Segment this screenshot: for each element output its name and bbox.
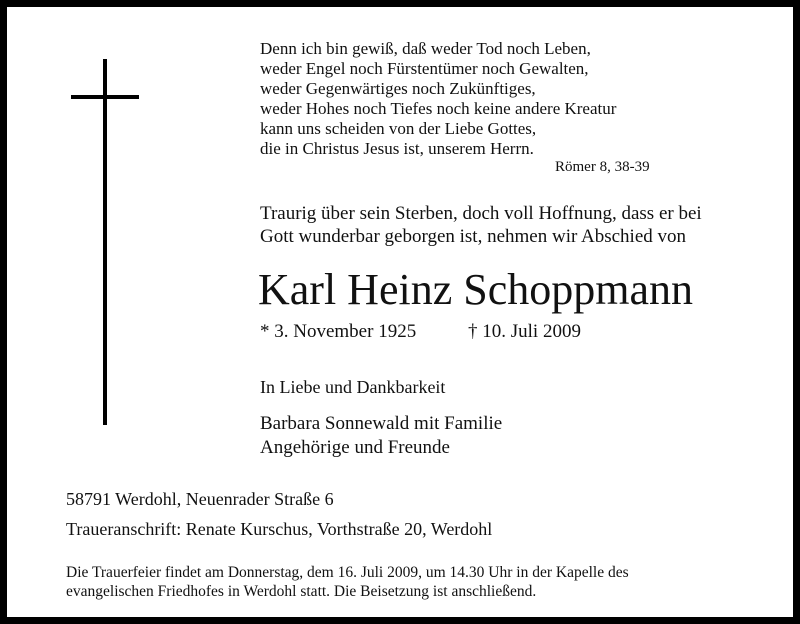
- gratitude-line: In Liebe und Dankbarkeit: [260, 377, 446, 397]
- verse-line: weder Gegenwärtiges noch Zukünftiges,: [260, 79, 536, 98]
- bible-verse: [260, 39, 616, 159]
- funeral-line: Die Trauerfeier findet am Donnerstag, dem 16. Juli 2009, um 14.30 Uhr in der Kapelle des: [66, 564, 629, 581]
- cross-vertical-beam: [103, 59, 107, 425]
- mourners-list: [260, 412, 502, 460]
- verse-line: weder Engel noch Fürstentümer noch Gewalten,: [260, 59, 589, 78]
- verse-line: kann uns scheiden von der Liebe Gottes,: [260, 119, 537, 138]
- verse-reference: Römer 8, 38-39: [555, 159, 650, 175]
- intro-text: [260, 202, 702, 248]
- intro-line: Gott wunderbar geborgen ist, nehmen wir Abschied von: [260, 226, 687, 247]
- family-address: 58791 Werdohl, Neuenrader Straße 6: [66, 489, 334, 509]
- mourner-line: Angehörige und Freunde: [260, 437, 450, 458]
- verse-line: die in Christus Jesus ist, unserem Herrn.: [260, 139, 534, 158]
- verse-line: weder Hohes noch Tiefes noch keine andere Kreatur: [260, 99, 617, 118]
- intro-line: Traurig über sein Sterben, doch voll Hoffnung, dass er bei: [260, 203, 702, 224]
- death-date: † 10. Juli 2009: [468, 321, 581, 342]
- mourner-line: Barbara Sonnewald mit Familie: [260, 413, 503, 434]
- funeral-notice: [66, 563, 756, 601]
- verse-line: Denn ich bin gewiß, daß weder Tod noch Leben,: [260, 39, 591, 58]
- deceased-name: Karl Heinz Schoppmann: [258, 265, 693, 314]
- birth-date: * 3. November 1925: [260, 321, 417, 342]
- cross-horizontal-beam: [71, 95, 139, 99]
- funeral-line: evangelischen Friedhofes in Werdohl statt. Die Beisetzung ist anschließend.: [66, 583, 537, 600]
- condolence-address: Traueranschrift: Renate Kurschus, Vorthstraße 20, Werdohl: [66, 519, 493, 539]
